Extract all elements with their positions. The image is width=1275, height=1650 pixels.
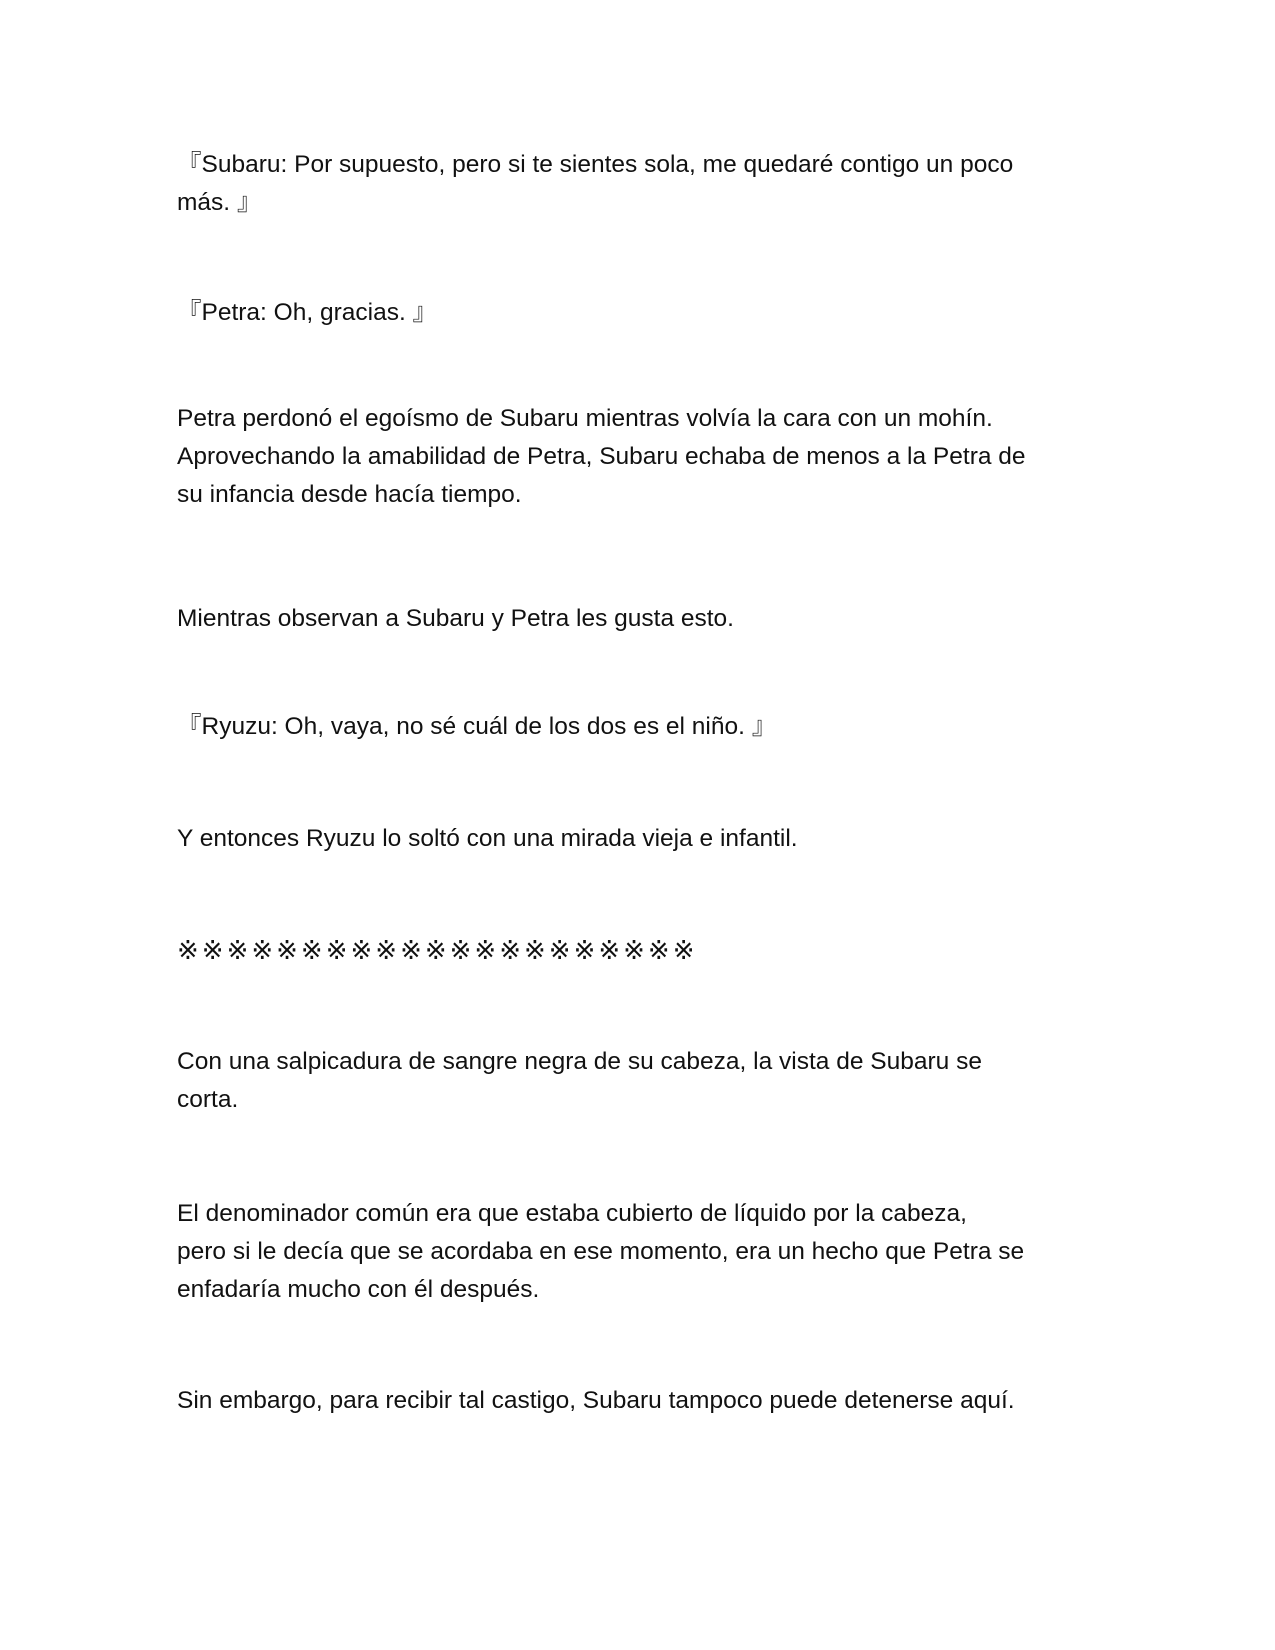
scene-separator: ※※※※※※※※※※※※※※※※※※※※※: [177, 936, 698, 966]
narration-paragraph: [177, 820, 1107, 858]
text-line: Petra perdonó el egoísmo de Subaru mientras volvía la cara con un mohín.: [177, 405, 993, 432]
dialogue-subaru: [177, 146, 1107, 222]
text-line: 『Ryuzu: Oh, vaya, no sé cuál de los dos es el niño. 』: [177, 713, 777, 740]
text-line: Con una salpicadura de sangre negra de su cabeza, la vista de Subaru se: [177, 1048, 982, 1075]
text-line: más. 』: [177, 189, 262, 216]
dialogue-petra: [177, 294, 1107, 332]
narration-paragraph: [177, 1382, 1107, 1420]
narration-paragraph: [177, 400, 1107, 514]
text-line: su infancia desde hacía tiempo.: [177, 481, 522, 508]
text-line: corta.: [177, 1086, 239, 1113]
text-line: Y entonces Ryuzu lo soltó con una mirada vieja e infantil.: [177, 825, 798, 852]
text-line: 『Petra: Oh, gracias. 』: [177, 299, 438, 326]
narration-paragraph: [177, 1195, 1107, 1309]
dialogue-ryuzu: [177, 708, 1107, 746]
text-line: 『Subaru: Por supuesto, pero si te sientes sola, me quedaré contigo un poco: [177, 151, 1014, 178]
text-line: Mientras observan a Subaru y Petra les gusta esto.: [177, 605, 734, 632]
text-line: pero si le decía que se acordaba en ese momento, era un hecho que Petra se: [177, 1238, 1025, 1265]
text-line: enfadaría mucho con él después.: [177, 1276, 540, 1303]
text-line: Aprovechando la amabilidad de Petra, Subaru echaba de menos a la Petra de: [177, 443, 1026, 470]
text-line: Sin embargo, para recibir tal castigo, Subaru tampoco puede detenerse aquí.: [177, 1387, 1015, 1414]
text-line: El denominador común era que estaba cubierto de líquido por la cabeza,: [177, 1200, 967, 1227]
narration-paragraph: [177, 600, 1107, 638]
narration-paragraph: [177, 1043, 1107, 1119]
